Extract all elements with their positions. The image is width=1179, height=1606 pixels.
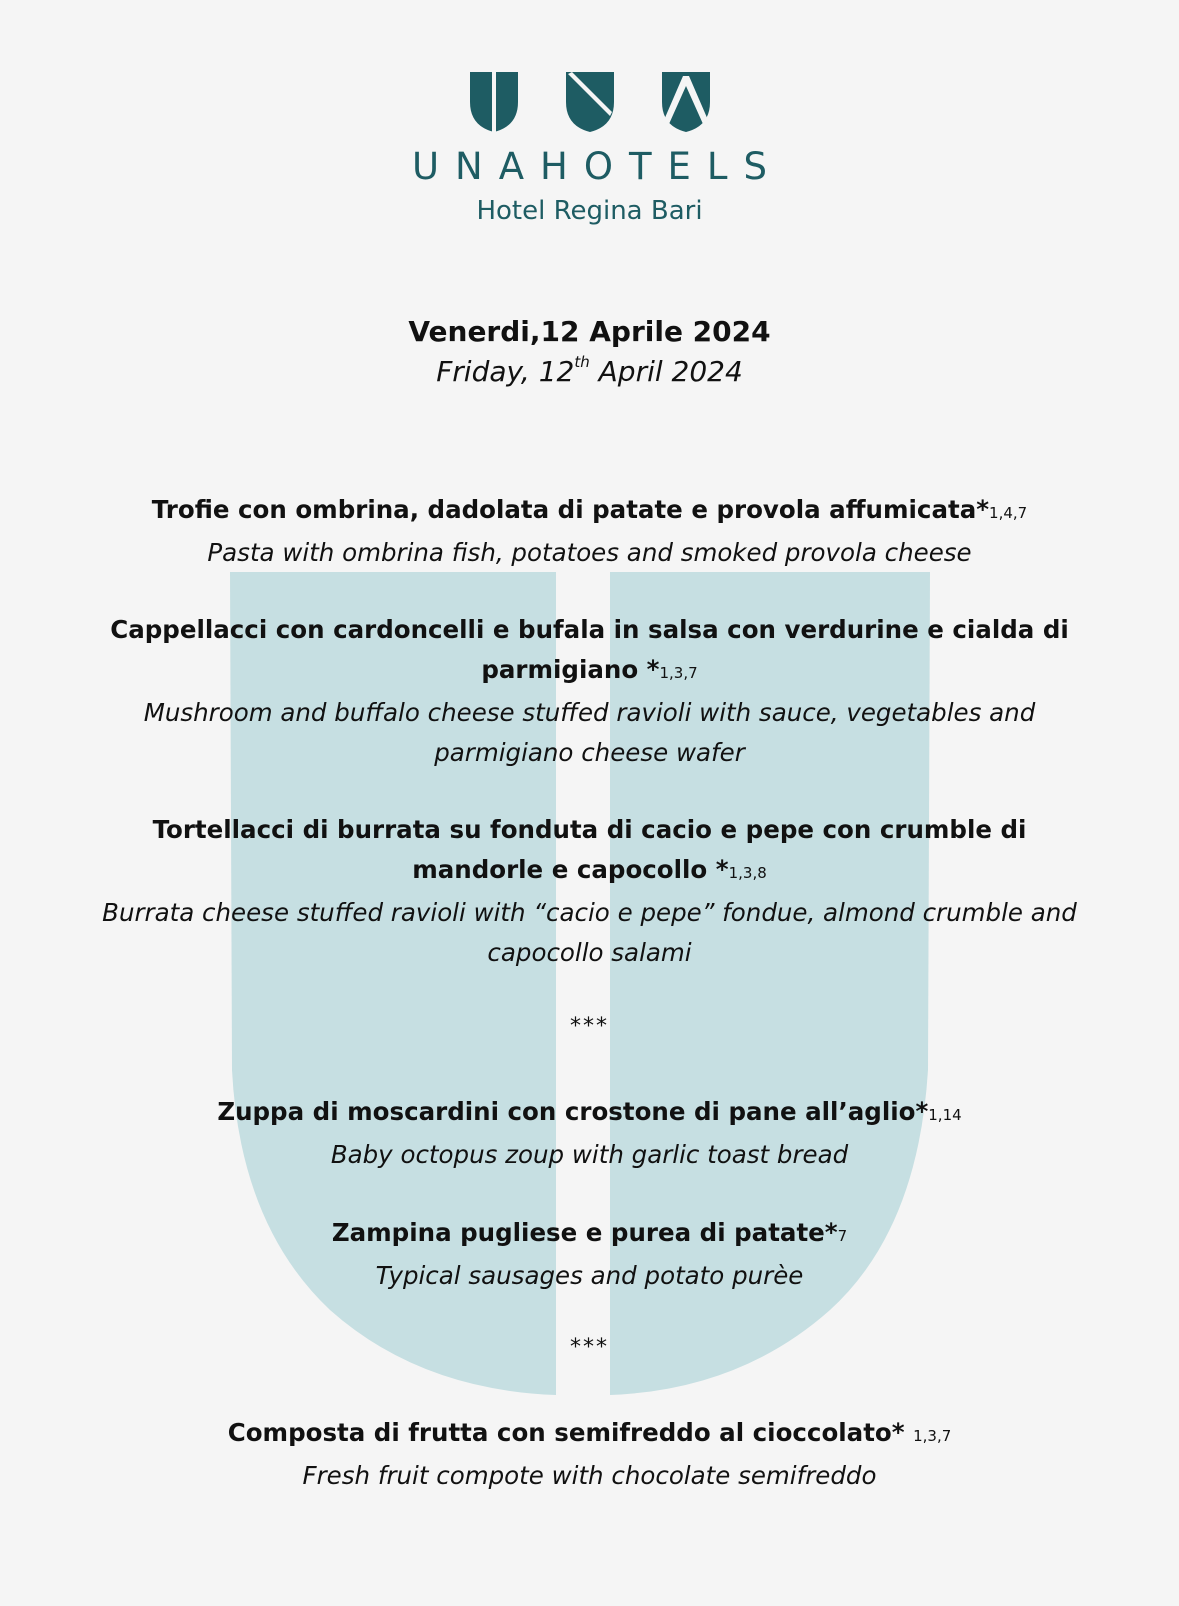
brand-name: UNAHOTELS bbox=[411, 145, 784, 188]
dish-name bbox=[30, 1413, 1149, 1456]
date-english-ordinal: th bbox=[574, 353, 590, 371]
menu-date bbox=[0, 312, 1179, 392]
dish-name-text: parmigiano * bbox=[481, 655, 660, 684]
dish-name bbox=[30, 490, 1149, 533]
dish-translation-line1: Mushroom and buffalo cheese stuffed ravioli with sauce, vegetables and bbox=[143, 698, 1036, 727]
hotel-name: Hotel Regina Bari bbox=[476, 196, 703, 226]
dish-name-text: Zuppa di moscardini con crostone di pane all’aglio* bbox=[217, 1097, 929, 1126]
dish-cappellacci bbox=[30, 610, 1149, 773]
dish-name-text: Trofie con ombrina, dadolata di patate e provola affumicata* bbox=[151, 495, 990, 524]
allergen-codes: 1,4,7 bbox=[989, 504, 1028, 522]
dish-name-text: Zampina pugliese e purea di patate* bbox=[331, 1218, 838, 1247]
dish-translation: Pasta with ombrina fish, potatoes and smoked provola cheese bbox=[207, 538, 972, 567]
dish-translation: Typical sausages and potato purèe bbox=[375, 1261, 804, 1290]
dish-translation-line2: capocollo salami bbox=[487, 938, 692, 967]
dish-name-line2 bbox=[30, 850, 1149, 893]
una-shield-marks-icon bbox=[470, 72, 710, 134]
dish-name bbox=[30, 1213, 1149, 1256]
dish-name bbox=[30, 1092, 1149, 1135]
dish-translation-line2: parmigiano cheese wafer bbox=[434, 738, 745, 767]
date-italian: Venerdi,12 Aprile 2024 bbox=[408, 315, 771, 348]
dish-zampina bbox=[30, 1213, 1149, 1296]
dish-name-line1: Tortellacci di burrata su fonduta di cacio e pepe con crumble di bbox=[152, 815, 1027, 844]
allergen-codes: 1,3,7 bbox=[659, 664, 698, 682]
date-english-suffix: April 2024 bbox=[589, 355, 743, 388]
dish-name-line1: Cappellacci con cardoncelli e bufala in salsa con verdurine e cialda di bbox=[110, 615, 1069, 644]
date-english bbox=[0, 352, 1179, 392]
dish-zuppa bbox=[30, 1092, 1149, 1175]
dish-translation: Fresh fruit compote with chocolate semifreddo bbox=[302, 1461, 877, 1490]
hotel-logo bbox=[0, 72, 1179, 226]
dish-composta bbox=[30, 1413, 1149, 1496]
dish-name-text: Composta di frutta con semifreddo al cioccolato* bbox=[227, 1418, 914, 1447]
dish-trofie bbox=[30, 490, 1149, 573]
allergen-codes: 1,3,7 bbox=[913, 1427, 952, 1445]
allergen-codes: 7 bbox=[837, 1227, 848, 1245]
date-english-prefix: Friday, 12 bbox=[436, 355, 575, 388]
section-separator: *** bbox=[570, 1014, 609, 1039]
dish-translation: Baby octopus zoup with garlic toast bread bbox=[330, 1140, 849, 1169]
dish-translation-line1: Burrata cheese stuffed ravioli with “cacio e pepe” fondue, almond crumble and bbox=[102, 898, 1077, 927]
dish-name-line2 bbox=[30, 650, 1149, 693]
allergen-codes: 1,14 bbox=[928, 1106, 962, 1124]
dish-tortellacci bbox=[30, 810, 1149, 973]
dish-name-text: mandorle e capocollo * bbox=[412, 855, 729, 884]
allergen-codes: 1,3,8 bbox=[728, 864, 767, 882]
section-separator: *** bbox=[570, 1335, 609, 1360]
